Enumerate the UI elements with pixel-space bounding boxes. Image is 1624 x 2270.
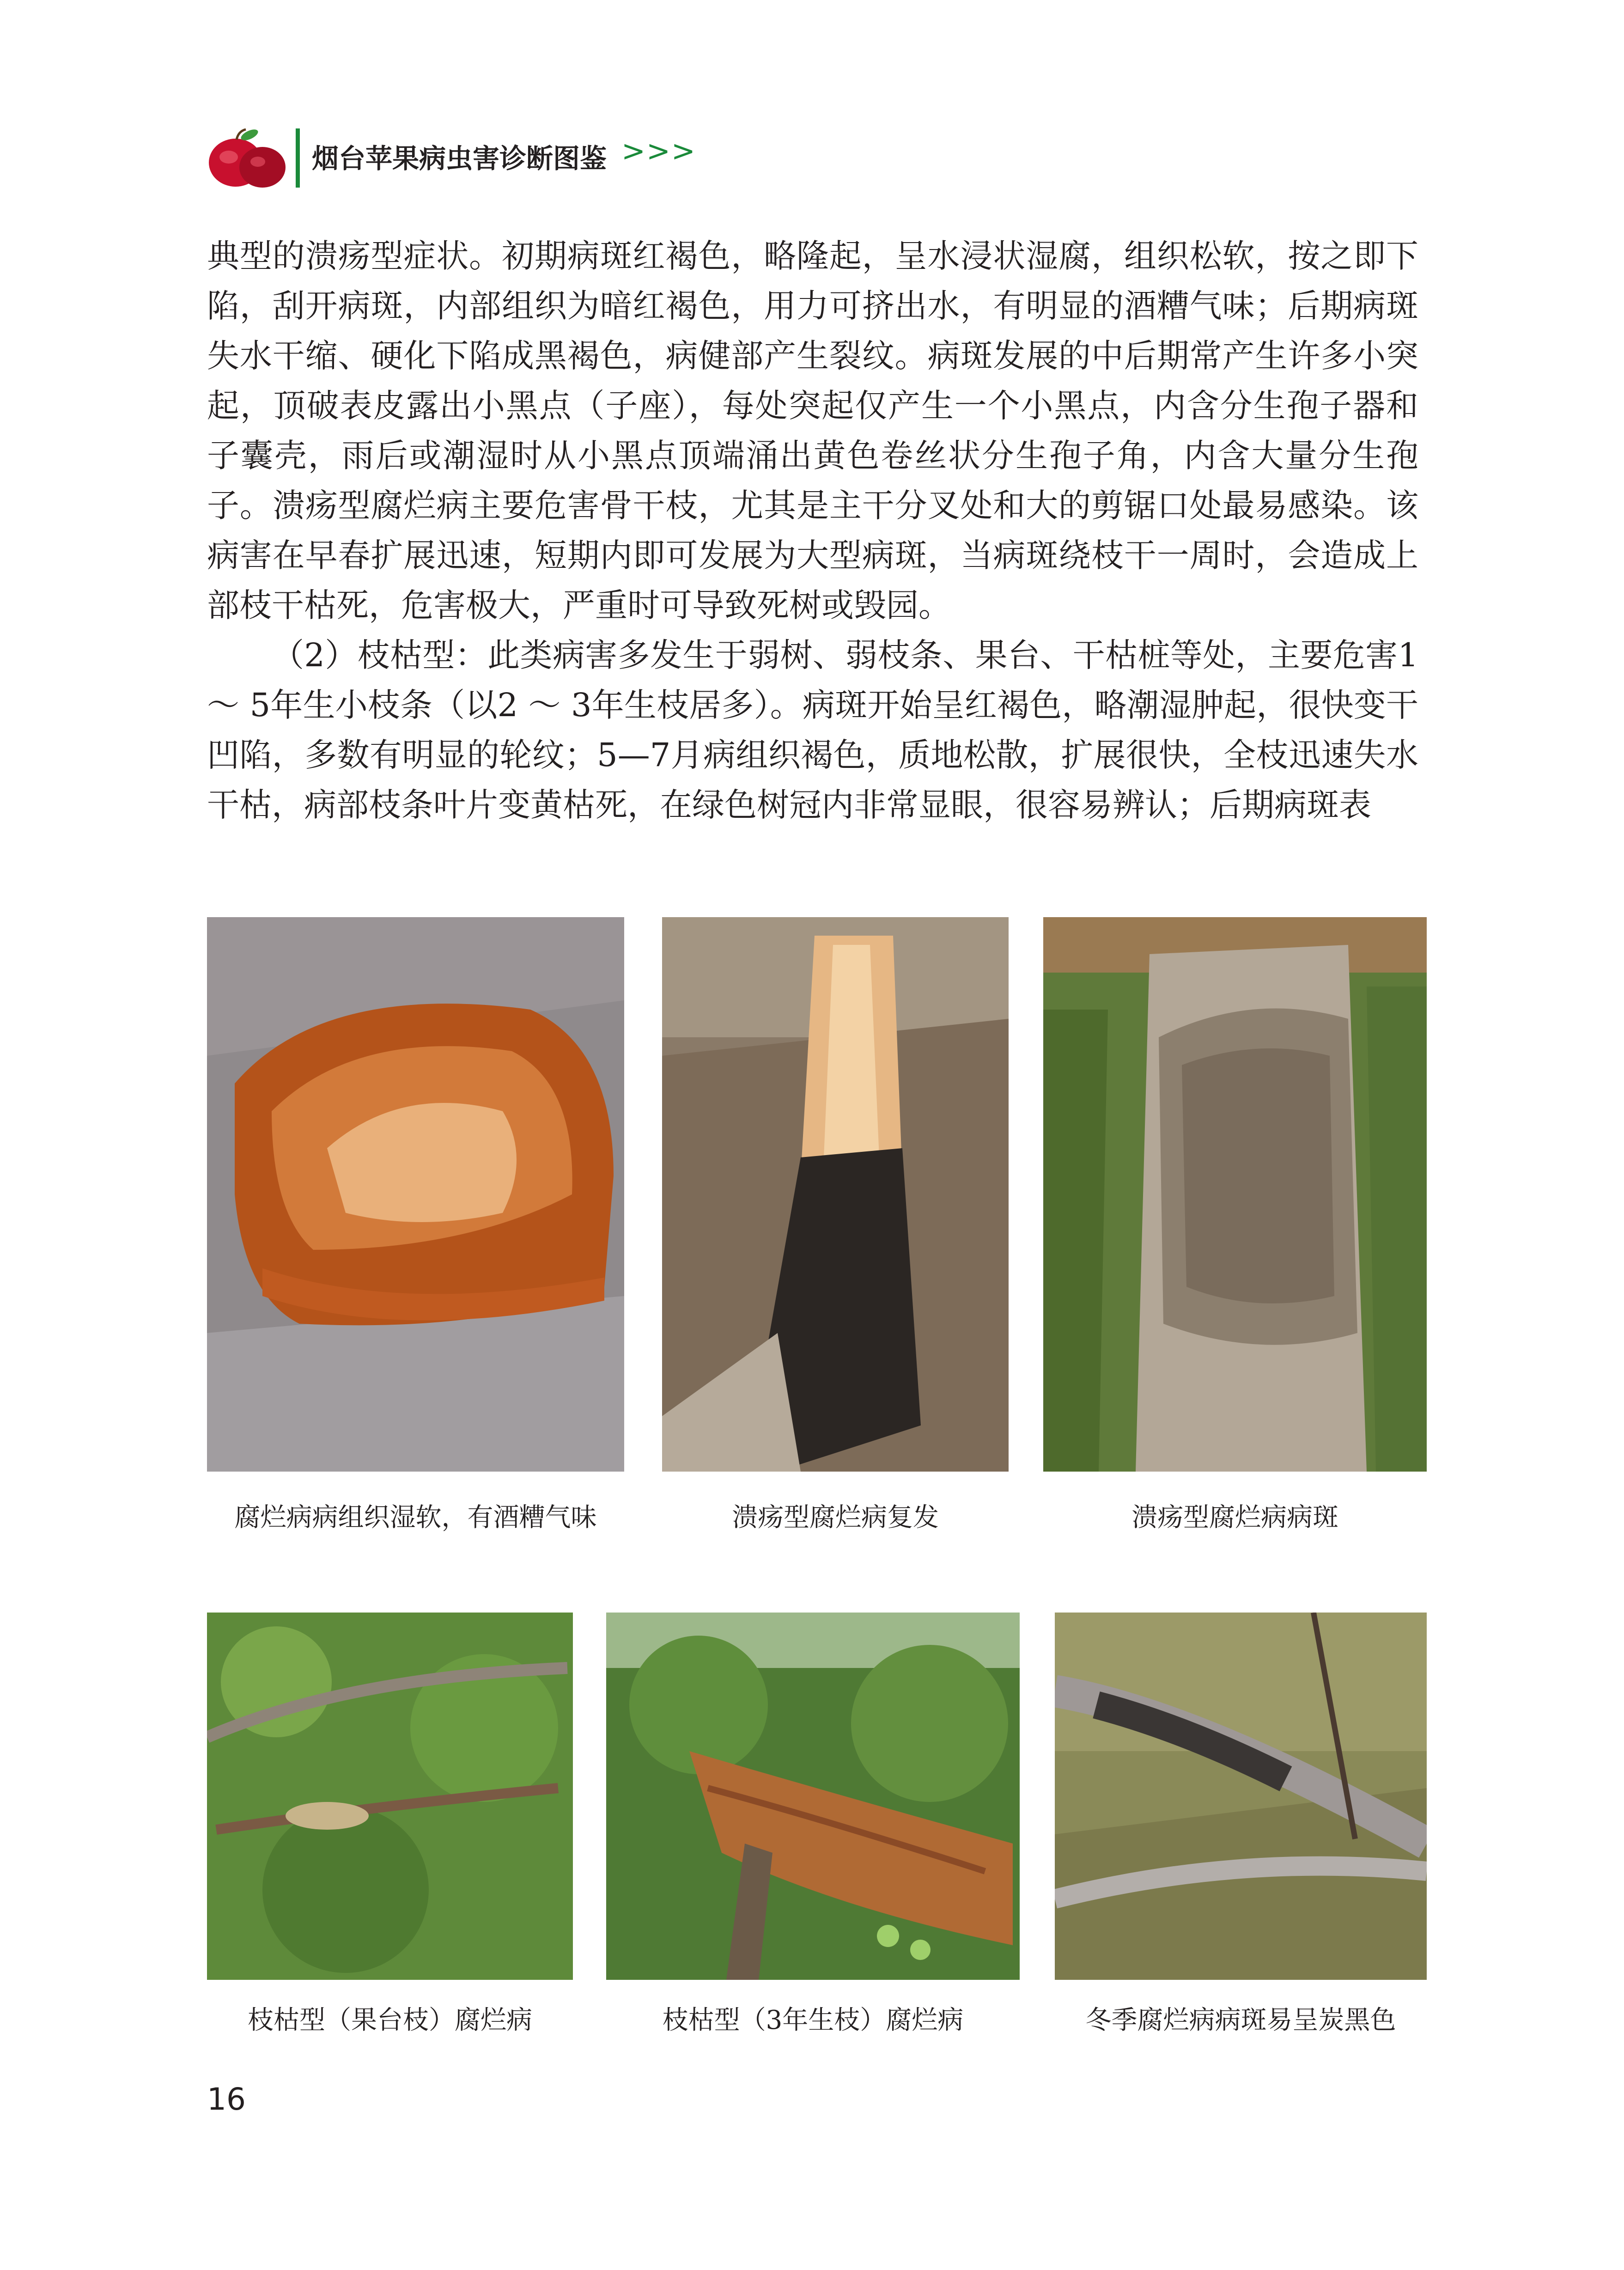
photo-canker-recurrence <box>662 917 1009 1472</box>
figure-caption: 溃疡型腐烂病病斑 <box>1131 1503 1338 1533</box>
running-header <box>203 125 1418 189</box>
photo-wet-rot-tissue <box>207 917 624 1472</box>
paragraph: （2）枝枯型：此类病害多发生于弱树、弱枝条、果台、干枯桩等处，主要危害1 ～ 5年生小枝条（以2 ～ 3年生枝居多）。病斑开始呈红褐色，略潮湿肿起，很快变干凹陷，多数有明显的轮纹；5—7月病组织褐色，质地松散，扩展很快，全枝迅速失水干枯，病部枝条叶片变黄枯死，在绿色树冠内非常显眼，很容易辨认；后期病斑表 <box>207 636 1418 824</box>
figure-caption: 冬季腐烂病病斑易呈炭黑色 <box>1085 2005 1396 2035</box>
header-accent-bar <box>296 128 300 188</box>
apple-icon <box>203 125 291 189</box>
photo-3yr-branch-dieback <box>606 1613 1020 1980</box>
figure-caption: 枝枯型（果台枝）腐烂病 <box>248 2005 532 2035</box>
book-title: 烟台苹果病虫害诊断图鉴 <box>312 143 607 174</box>
body-text <box>207 231 1418 830</box>
page-number: 16 <box>207 2081 246 2117</box>
photo-winter-charcoal-lesion <box>1055 1613 1427 1980</box>
header-arrows: >>> <box>621 134 696 168</box>
figure-caption: 腐烂病病组织湿软，有酒糟气味 <box>234 1503 597 1533</box>
photo-fruit-spur-dieback <box>207 1613 573 1980</box>
paragraph: 典型的溃疡型症状。初期病斑红褐色，略隆起，呈水浸状湿腐，组织松软，按之即下陷，刮开病斑，内部组织为暗红褐色，用力可挤出水，有明显的酒糟气味；后期病斑失水干缩、硬化下陷成黑褐色，病健部产生裂纹。病斑发展的中后期常产生许多小突起，顶破表皮露出小黑点（子座），每处突起仅产生一个小黑点，内含分生孢子器和子囊壳，雨后或潮湿时从小黑点顶端涌出黄色卷丝状分生孢子角，内含大量分生孢子。溃疡型腐烂病主要危害骨干枝，尤其是主干分叉处和大的剪锯口处最易感染。该病害在早春扩展迅速，短期内即可发展为大型病斑，当病斑绕枝干一周时，会造成上部枝干枯死，危害极大，严重时可导致死树或毁园。 <box>207 237 1418 624</box>
figure-caption: 溃疡型腐烂病复发 <box>732 1503 939 1533</box>
photo-canker-lesion <box>1043 917 1427 1472</box>
figure-caption: 枝枯型（3年生枝）腐烂病 <box>662 2005 964 2035</box>
